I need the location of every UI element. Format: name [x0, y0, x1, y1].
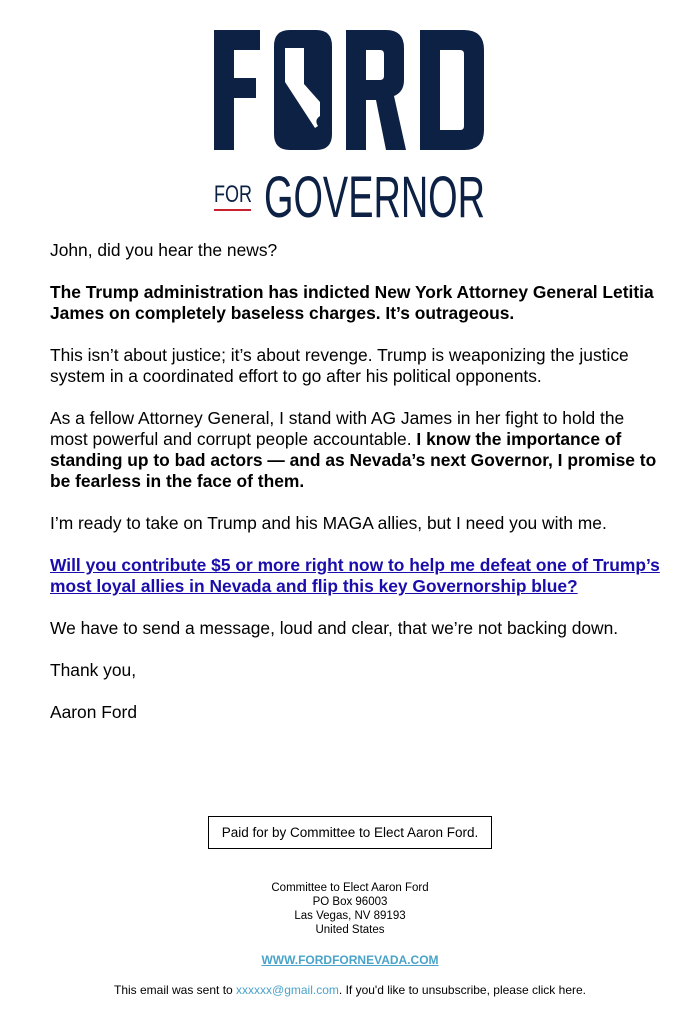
address-line: Committee to Elect Aaron Ford [271, 882, 429, 894]
address-line: Las Vegas, NV 89193 [294, 910, 406, 922]
mailing-address [0, 881, 700, 937]
unsubscribe-text[interactable]: . If you'd like to unsubscribe, please click here. [338, 983, 586, 997]
paragraph-revenge: This isn’t about justice; it’s about revenge. Trump is weaponizing the justice system in a coordinated effort to go after his political opponents. [50, 345, 629, 386]
logo-graphic [214, 30, 486, 230]
website-link[interactable]: WWW.FORDFORNEVADA.COM [261, 953, 439, 967]
ford-for-governor-logo [214, 30, 486, 230]
unsubscribe-line: This email was sent to xxxxxx@gmail.com. If you'd like to unsubscribe, please click here. [113, 983, 586, 997]
logo-for-text: FOR [214, 181, 252, 208]
address-line: PO Box 96003 [312, 896, 388, 908]
website-row [0, 953, 700, 967]
paid-for-disclaimer: Paid for by Committee to Elect Aaron Ford. [208, 816, 492, 849]
paragraph-indictment: The Trump administration has indicted New York Attorney General Letitia James on completely baseless charges. It’s outrageous. [50, 282, 654, 323]
address-line: United States [315, 924, 385, 936]
paragraph-attorney-general: As a fellow Attorney General, I stand with AG James in her fight to hold the most powerful and corrupt people accountable. I know the importance of standing up to bad actors — and as Nevada’s next Governor, I promise to be fearless in the face of them. [50, 408, 657, 491]
paragraph-ready: I’m ready to take on Trump and his MAGA allies, but I need you with me. [50, 513, 607, 533]
recipient-email: xxxxxx@gmail.com [236, 983, 339, 997]
logo-governor-text: GOVERNOR [264, 165, 485, 230]
greeting: John, did you hear the news? [50, 240, 278, 260]
paragraph-message: We have to send a message, loud and clear, that we’re not backing down. [50, 618, 619, 638]
closing: Thank you, [50, 660, 137, 680]
signature: Aaron Ford [50, 702, 137, 722]
donate-link[interactable]: Will you contribute $5 or more right now to help me defeat one of Trump’s most loyal allies in Nevada and flip this key Governorship blue? [50, 555, 660, 596]
email-body [50, 240, 660, 744]
cta-paragraph [50, 555, 660, 597]
